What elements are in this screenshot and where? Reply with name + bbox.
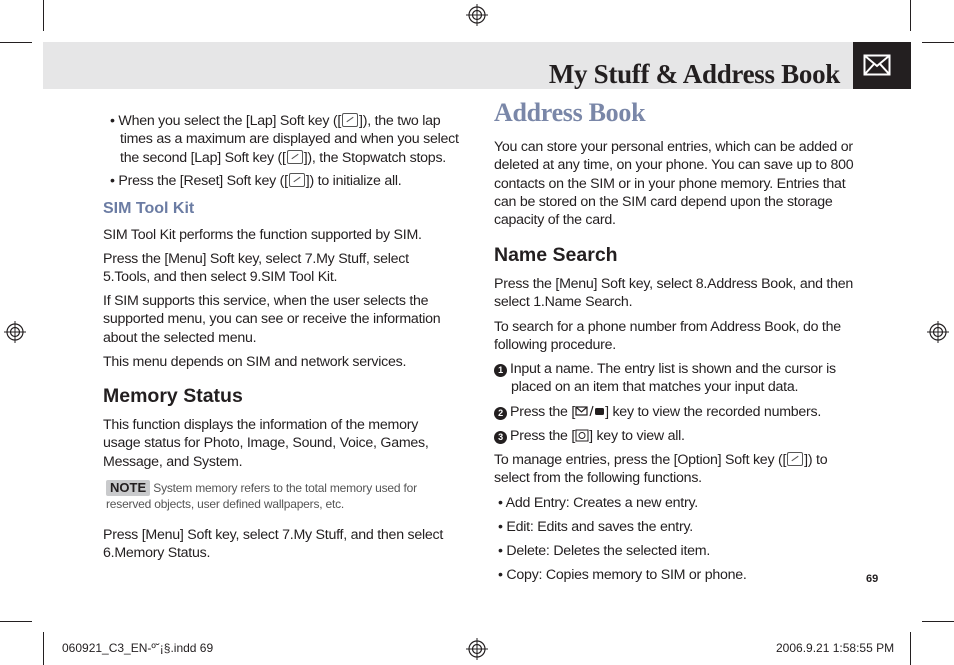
step-3 [494,427,854,445]
sim-paragraph-4: This menu depends on SIM and network services. [103,354,407,370]
registration-mark-icon [466,4,488,26]
step-number: 1 [494,364,507,377]
envelope-icon [863,54,891,76]
memory-status-heading: Memory Status [103,385,243,407]
function-delete: • Delete: Deletes the selected item. [498,543,711,559]
registration-mark-icon [927,321,949,343]
note-text: System memory refers to the total memory used for reserved objects, user defined wallpapers, etc. [106,481,417,511]
step-2 [494,403,854,421]
text: Press the [ [510,404,576,420]
bullet-lap: • When you select the [Lap] Soft key ([ ]), the two lap times as a maximum are displayed and when you select the second [Lap] Soft key ([ ]), the Stopwatch stops. [110,113,459,166]
text: ] key to view all. [589,428,685,444]
address-book-paragraph: You can store your personal entries, which can be added or deleted at any time, on your phone. You can save up to 800 contacts on the SIM or in your phone memory. Entries that can be stored on the SIM card depend upon the storage capacity of the card. [494,139,854,229]
step-number: 3 [494,431,507,444]
name-search-paragraph-1: Press the [Menu] Soft key, select 8.Address Book, and then select 1.Name Search. [494,276,854,311]
soft-key-icon [289,173,305,187]
sim-paragraph-1: SIM Tool Kit performs the function supported by SIM. [103,227,422,243]
text: When you select the [Lap] Soft key ([ [118,113,342,129]
footer-file-info: 060921_C3_EN-º˘¡§.indd 69 [62,641,214,655]
function-copy: • Copy: Copies memory to SIM or phone. [498,567,747,583]
manage-paragraph [494,451,839,488]
step-1 [494,360,851,397]
name-search-heading: Name Search [494,244,618,266]
text: ]), the two lap times as a maximum are displayed and when you select the second [Lap] Soft key ([ [120,113,459,166]
text: Delete: Deletes the selected item. [506,543,711,559]
soft-key-icon [287,150,303,164]
text: Copy: Copies memory to SIM or phone. [506,567,747,583]
text: To manage entries, press the [Option] Soft key ([ [494,452,787,468]
memory-paragraph-2: Press [Menu] Soft key, select 7.My Stuff, and then select 6.Memory Status. [103,527,444,562]
registration-mark-icon [4,321,26,343]
bullet-reset: • Press the [Reset] Soft key ([ ]) to initialize all. [110,173,402,189]
text: Add Entry: Creates a new entry. [505,495,698,511]
sim-paragraph-2: Press the [Menu] Soft key, select 7.My Stuff, select 5.Tools, and then select 9.SIM Tool Kit. [103,251,409,286]
function-add-entry: • Add Entry: Creates a new entry. [498,495,698,511]
sim-paragraph-3: If SIM supports this service, when the user selects the supported menu, you can see or receive the information about the selected menu. [103,293,441,346]
note-badge: NOTE [106,480,150,496]
crop-mark [43,0,44,31]
name-search-paragraph-2: To search for a phone number from Address Book, do the following procedure. [494,319,841,354]
crop-mark [43,632,44,665]
step-number: 2 [494,407,507,420]
text: ] key to view the recorded numbers. [605,404,822,420]
crop-mark [0,621,32,622]
text: Press the [Reset] Soft key ([ [118,173,288,189]
text: Edit: Edits and saves the entry. [506,519,693,535]
registration-mark-icon [466,638,488,660]
footer-timestamp: 2006.9.21 1:58:55 PM [776,641,895,655]
function-edit: • Edit: Edits and saves the entry. [498,519,693,535]
sim-tool-kit-heading: SIM Tool Kit [103,200,195,217]
crop-mark [910,0,911,31]
address-book-heading: Address Book [494,98,646,127]
text: ]) to initialize all. [305,173,402,189]
text: ]), the Stopwatch stops. [303,149,446,166]
page-title: My Stuff & Address Book [548,59,840,89]
text: Input a name. The entry list is shown and the cursor is placed on an item that matches your input data. [510,361,836,396]
memory-paragraph: This function displays the information of the memory usage status for Photo, Image, Sound, Voice, Games, Message, and System. [103,417,429,470]
note [106,480,446,512]
message-call-key-icon [575,405,605,417]
soft-key-icon [787,452,803,466]
header-icon-box [853,42,911,89]
soft-key-icon [342,113,358,127]
ok-key-icon [575,429,589,442]
crop-mark [922,621,954,622]
text: Press the [ [510,428,576,444]
crop-mark [910,632,911,665]
crop-mark [922,42,954,43]
text: ]) to select from the following functions. [494,452,828,487]
page-number: 69 [866,573,879,585]
crop-mark [0,42,32,43]
